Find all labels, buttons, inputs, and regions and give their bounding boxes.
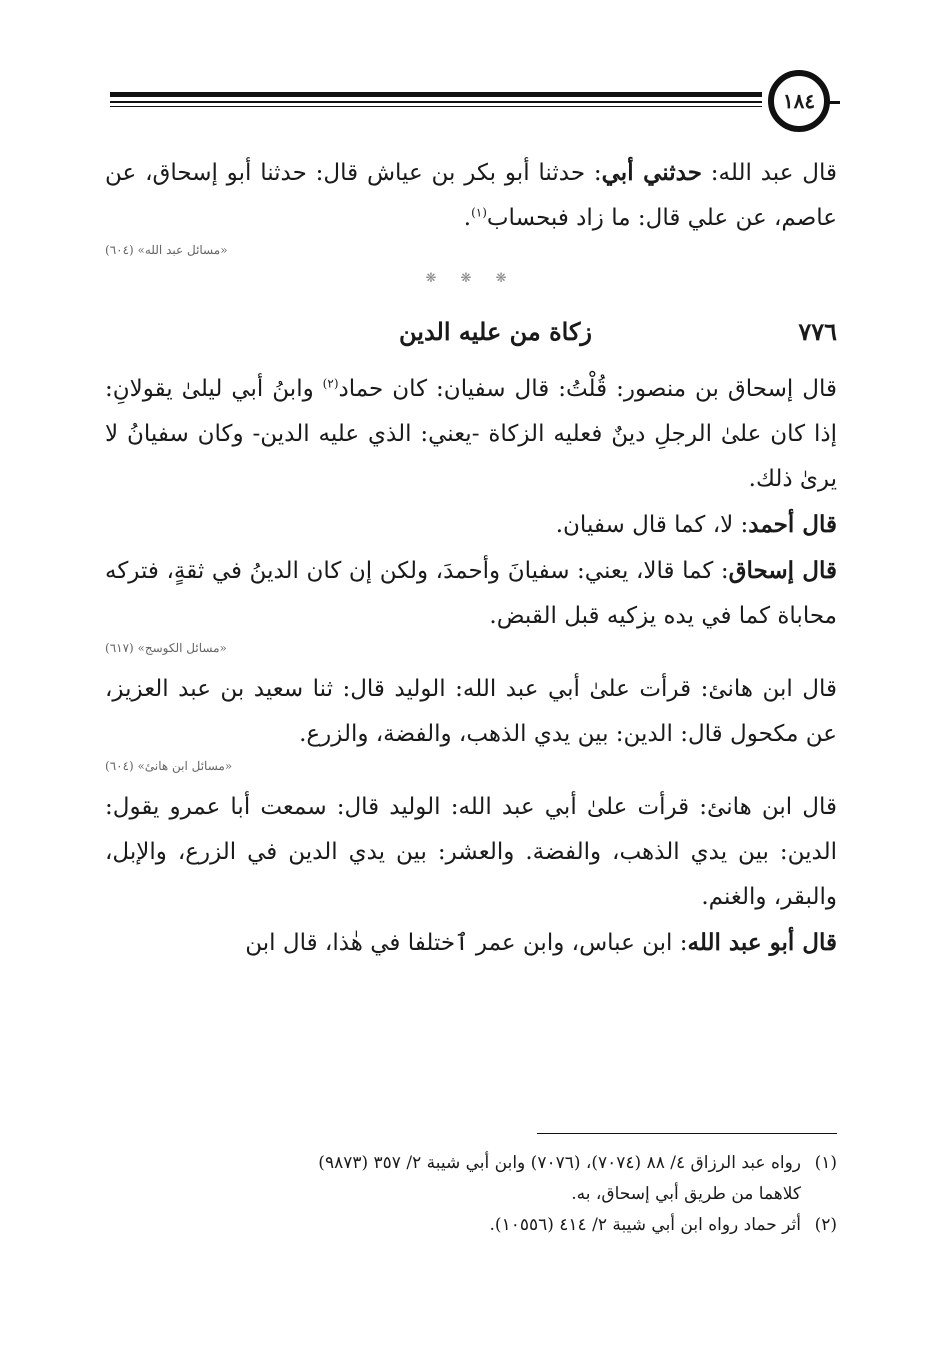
narration-text: قال إسحاق بن منصور: قُلْتُ: قال سفيان: كان حماد [338, 376, 837, 402]
paragraph-7 [105, 920, 837, 966]
footnote-separator [537, 1133, 837, 1134]
speaker-name: قال أبو عبد الله [687, 929, 837, 956]
section-heading [105, 311, 837, 363]
footnote-text: أثر حماد رواه ابن أبي شيبة ٢/ ٤١٤ (١٠٥٥٦). [489, 1215, 801, 1235]
period: . [463, 205, 472, 231]
section-divider-ornament: ❋ ❋ ❋ [425, 271, 517, 286]
section-title: زكاة من عليه الدين [399, 317, 592, 346]
source-citation-3: «مسائل ابن هانئ» (٦٠٤) [105, 759, 233, 773]
page-number: ١٨٤ [768, 70, 830, 132]
paragraph-5: قال ابن هانئ: قرأت علىٰ أبي عبد الله: الوليد قال: ثنا سعيد بن عبد العزيز، عن مكحول قال: الدين: بين يدي الذهب، والفضة، والزرع. [105, 676, 837, 747]
footnote-1 [105, 1148, 837, 1179]
speaker-intro: قال عبد الله: [701, 160, 837, 186]
narration-text: : لا، كما قال سفيان. [555, 512, 749, 538]
paragraph-2 [105, 367, 837, 502]
page-header [110, 70, 840, 130]
footnote-1-continuation: كلاهما من طريق أبي إسحاق، به. [571, 1184, 801, 1204]
section-number: ٧٧٦ [798, 317, 837, 346]
paragraph-4 [105, 548, 837, 639]
narration-text-cont: وابنُ أبي ليلىٰ يقولانِ: إذا كان علىٰ الرجلِ دينٌ فعليه الزكاة -يعني: الذي عليه الدين- وكان سفيانُ لا يرىٰ ذلك. [105, 376, 837, 492]
footnotes [105, 1133, 837, 1241]
footnote-number: (٢) [814, 1215, 837, 1235]
speaker-name: حدثني أبي [601, 159, 702, 186]
source-citation-2: «مسائل الكوسج» (٦١٧) [105, 641, 227, 655]
narration-text: : حدثنا أبو بكر بن عياش قال: حدثنا أبو إسحاق، عن عاصم، عن علي قال: ما زاد فبحساب [105, 160, 837, 231]
speaker-name: قال إسحاق [728, 557, 837, 584]
paragraph-1 [105, 150, 837, 241]
footnote-number: (١) [814, 1153, 837, 1173]
source-citation-1: «مسائل عبد الله» (٦٠٤) [105, 243, 228, 257]
footnote-ref-2[interactable]: (٢) [322, 376, 339, 391]
paragraph-6: قال ابن هانئ: قرأت علىٰ أبي عبد الله: الوليد قال: سمعت أبا عمرو يقول: الدين: بين يدي الذهب، والفضة. والعشر: بين يدي الدين في الزرع، والإبل، والبقر، والغنم. [105, 794, 837, 910]
narration-text: : ابن عباس، وابن عمر ٱختلفا في هٰذا، قال ابن [245, 930, 688, 956]
speaker-name: قال أحمد [748, 511, 837, 538]
paragraph-3 [105, 502, 837, 548]
footnote-ref-1[interactable]: (١) [471, 205, 487, 220]
footnote-text: رواه عبد الرزاق ٤/ ٨٨ (٧٠٧٤)، (٧٠٧٦) وابن أبي شيبة ٢/ ٣٥٧ (٩٨٧٣) [318, 1153, 801, 1173]
narration-text: : كما قالا، يعني: سفيانَ وأحمدَ، ولكن إن كان الدينُ في ثقةٍ، فتركه محاباة كما في يده يزكيه قبل القبض. [105, 558, 837, 629]
header-rule [110, 92, 762, 107]
body-text [105, 150, 837, 966]
footnote-2 [105, 1210, 837, 1241]
